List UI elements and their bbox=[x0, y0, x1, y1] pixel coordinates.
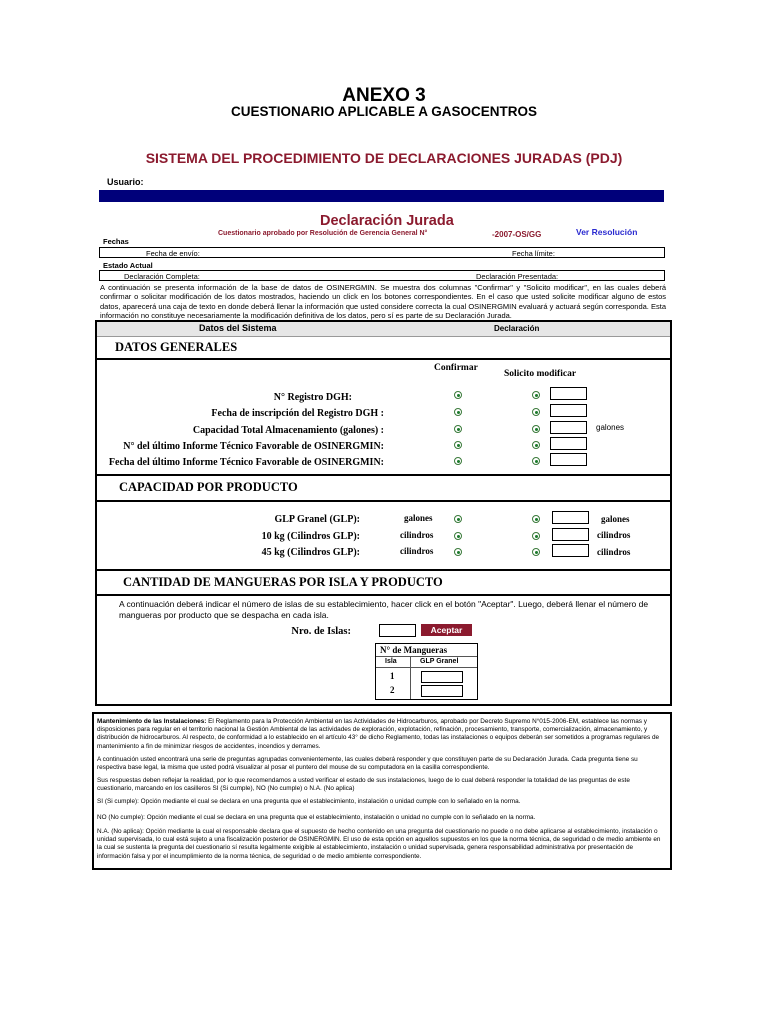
mantenimiento-label: Mantenimiento de las Instalaciones: bbox=[97, 718, 207, 725]
no-cumple-paragraph: NO (No cumple): Opción mediante el cual se declara en una pregunta que el establecimiento, instalación o unidad no cumple con lo señalado en la norma. bbox=[97, 814, 536, 821]
modificar-input[interactable] bbox=[550, 387, 587, 400]
divider bbox=[376, 656, 477, 657]
cilindros-45kg-unit: cilindros bbox=[400, 546, 434, 556]
modificar-input[interactable] bbox=[552, 544, 589, 557]
declaracion-presentada-label: Declaración Presentada: bbox=[476, 272, 559, 281]
declaracion-completa-label: Declaración Completa: bbox=[124, 272, 200, 281]
mantenimiento-text: El Reglamento para la Protección Ambiental en las Actividades de Hidrocarburos, aprobado por Decreto Supremo N°015-2006-EM, establece las normas y disposiciones para regular en el territorio nacional la Gestión Ambiental de las actividades de exploración, explotación, refinación, procesamiento, transporte, comercialización, almacenamiento, y distribución de hidrocarburos. Al respecto, de conformidad a lo establecido en el artículo 43° de dicho Reglamento, todas las instalaciones o equipos deberán ser sometidos a programas regulares de mantenimiento a fin de minimizar riesgos de accidentes, incendios y derrames. bbox=[97, 718, 660, 750]
modificar-radio[interactable] bbox=[532, 408, 540, 416]
intro-text: A continuación se presenta información de la base de datos de OSINERGMIN. Se muestra dos columnas "Confirmar" y "Solicito modificar", en las cuales deberá confirmar o solicitar modificación de los datos mostrados, haciendo un click en los botones correspondientes. En el caso que usted solicite modificar alguno de estos datos, aparecerá una caja de texto en donde deberá llenar la información que usted considere correcta la cual OSINERGMIN evaluará y actuará según corresponda. Esta información no constituye necesariamente la modificación definitiva de los datos, pero sí es parte de su Declaración Jurada. bbox=[100, 283, 666, 320]
declaracion-code: -2007-OS/GG bbox=[492, 230, 542, 239]
cilindros-45kg-label: 45 kg (Cilindros GLP): bbox=[261, 547, 360, 558]
divider bbox=[95, 569, 672, 571]
glp-granel-unit: galones bbox=[404, 513, 433, 523]
datos-sistema-header: Datos del Sistema bbox=[199, 323, 277, 333]
modificar-radio[interactable] bbox=[532, 391, 540, 399]
modificar-input[interactable] bbox=[550, 421, 587, 434]
isla-col-header: Isla bbox=[385, 658, 397, 665]
mangueras-table-title: N° de Mangueras bbox=[380, 645, 448, 655]
divider bbox=[95, 594, 672, 596]
questionnaire-subtitle: CUESTIONARIO APLICABLE A GASOCENTROS bbox=[230, 104, 537, 119]
cilindros-45kg-unit-right: cilindros bbox=[597, 547, 631, 557]
confirmar-radio[interactable] bbox=[454, 532, 462, 540]
modificar-input[interactable] bbox=[552, 528, 589, 541]
modificar-input[interactable] bbox=[552, 511, 589, 524]
confirmar-radio[interactable] bbox=[454, 391, 462, 399]
capacidad-unit: galones bbox=[596, 423, 625, 432]
modificar-radio[interactable] bbox=[532, 515, 540, 523]
declaracion-subtitle: Cuestionario aprobado por Resolución de Gerencia General N° bbox=[218, 230, 428, 237]
mangueras-instructions: A continuación deberá indicar el número de islas de su establecimiento, hacer click en el botón "Aceptar". Luego, deberá llenar el número de mangueras por producto que se despacha en cada isla. bbox=[119, 599, 649, 620]
glp-granel-label: GLP Granel (GLP): bbox=[274, 514, 360, 525]
declaracion-title: Declaración Jurada bbox=[320, 213, 454, 229]
system-title: SISTEMA DEL PROCEDIMIENTO DE DECLARACIONES JURADAS (PDJ) bbox=[145, 150, 623, 166]
datos-generales-title: DATOS GENERALES bbox=[115, 340, 238, 354]
confirmar-radio[interactable] bbox=[454, 515, 462, 523]
fechas-box bbox=[99, 247, 665, 258]
fecha-envio-label: Fecha de envío: bbox=[146, 249, 200, 258]
isla-row-number: 1 bbox=[390, 671, 395, 681]
modificar-radio[interactable] bbox=[532, 548, 540, 556]
glp-col-header: GLP Granel bbox=[420, 658, 459, 665]
annex-title: ANEXO 3 bbox=[342, 85, 426, 106]
estado-label: Estado Actual bbox=[103, 261, 153, 270]
fechas-label: Fechas bbox=[103, 237, 129, 246]
modificar-radio[interactable] bbox=[532, 441, 540, 449]
ver-resolucion-link[interactable]: Ver Resolución bbox=[576, 227, 638, 237]
cilindros-10kg-unit: cilindros bbox=[400, 530, 434, 540]
capacidad-title: CAPACIDAD POR PRODUCTO bbox=[119, 480, 298, 494]
usuario-bar bbox=[99, 190, 664, 202]
informe-numero-label: N° del último Informe Técnico Favorable de OSINERGMIN: bbox=[123, 441, 384, 452]
modificar-radio[interactable] bbox=[532, 425, 540, 433]
modificar-input[interactable] bbox=[550, 437, 587, 450]
estado-box bbox=[99, 270, 665, 281]
mangueras-title: CANTIDAD DE MANGUERAS POR ISLA Y PRODUCTO bbox=[123, 575, 443, 589]
fecha-limite-label: Fecha límite: bbox=[512, 249, 555, 258]
divider bbox=[95, 500, 672, 502]
modificar-input[interactable] bbox=[550, 404, 587, 417]
divider bbox=[95, 358, 672, 360]
declaracion-header: Declaración bbox=[494, 324, 540, 333]
preguntas-paragraph: A continuación usted encontrará una serie de preguntas agrupadas convenientemente, las cuales deberá responder y que constituyen parte de su Declaración Jurada. Cada pregunta tiene su respectiva base legal, la misma que usted podrá visualizar al posar el puntero del mouse de su computadora en la casilla correspondiente. bbox=[97, 756, 638, 772]
si-cumple-paragraph: SI (Si cumple): Opción mediante el cual se declara en una pregunta que el establecimiento, instalación o unidad cumple con lo señalado en la norma. bbox=[97, 798, 521, 805]
confirmar-radio[interactable] bbox=[454, 425, 462, 433]
respuestas-paragraph: Sus respuestas deben reflejar la realidad, por lo que recomendamos a usted verificar el estado de sus instalaciones, luego de lo cual deberá responder la totalidad de las preguntas de este cuestionario, marcando en los casilleros SI (Si cumple), NO (No cumple) o N.A. (No aplica) bbox=[97, 777, 630, 793]
no-aplica-paragraph: N.A. (No aplica): Opción mediante la cual el responsable declara que el supuesto de hecho contenido en una pregunta del cuestionario no puede o no debe aplicarse al establecimiento, instalación o unidad supervisada, lo cual está sujeto a una fiscalización posterior de OSINERGMIN. El uso de esta opción en aquellos supuestos en los que la norma técnica, de seguridad o de medio ambiente en la cual se sustenta la pregunta del cuestionario sí resulta legalmente exigible al establecimiento, instalación o unidad supervisada, genera responsabilidad administrativa por presentación de información falsa y por el incumplimiento de la norma técnica, de seguridad o de medio ambiente correspondiente. bbox=[97, 828, 661, 860]
cilindros-10kg-label: 10 kg (Cilindros GLP): bbox=[261, 531, 360, 542]
confirmar-col-header: Confirmar bbox=[434, 363, 478, 373]
usuario-label: Usuario: bbox=[107, 177, 144, 187]
confirmar-radio[interactable] bbox=[454, 457, 462, 465]
cilindros-10kg-unit-right: cilindros bbox=[597, 530, 631, 540]
modificar-radio[interactable] bbox=[532, 457, 540, 465]
glp-granel-unit-right: galones bbox=[601, 514, 630, 524]
mangueras-input[interactable] bbox=[421, 671, 463, 683]
divider bbox=[410, 656, 411, 699]
registro-dgh-label: N° Registro DGH: bbox=[273, 392, 352, 403]
informe-fecha-label: Fecha del último Informe Técnico Favorable de OSINERGMIN: bbox=[108, 457, 384, 468]
divider bbox=[376, 667, 477, 668]
confirmar-radio[interactable] bbox=[454, 548, 462, 556]
aceptar-button[interactable]: Aceptar bbox=[421, 624, 472, 636]
modificar-input[interactable] bbox=[550, 453, 587, 466]
mangueras-table bbox=[375, 643, 478, 700]
nro-islas-input[interactable] bbox=[379, 624, 416, 637]
modificar-radio[interactable] bbox=[532, 532, 540, 540]
modificar-col-header: Solicito modificar bbox=[504, 369, 577, 379]
confirmar-radio[interactable] bbox=[454, 441, 462, 449]
mantenimiento-paragraph bbox=[97, 718, 667, 751]
nro-islas-label: Nro. de Islas: bbox=[291, 626, 351, 637]
mangueras-input[interactable] bbox=[421, 685, 463, 697]
divider bbox=[95, 474, 672, 476]
fecha-inscripcion-label: Fecha de inscripción del Registro DGH : bbox=[211, 408, 384, 419]
confirmar-radio[interactable] bbox=[454, 408, 462, 416]
isla-row-number: 2 bbox=[390, 685, 395, 695]
capacidad-total-label: Capacidad Total Almacenamiento (galones) : bbox=[192, 425, 384, 436]
